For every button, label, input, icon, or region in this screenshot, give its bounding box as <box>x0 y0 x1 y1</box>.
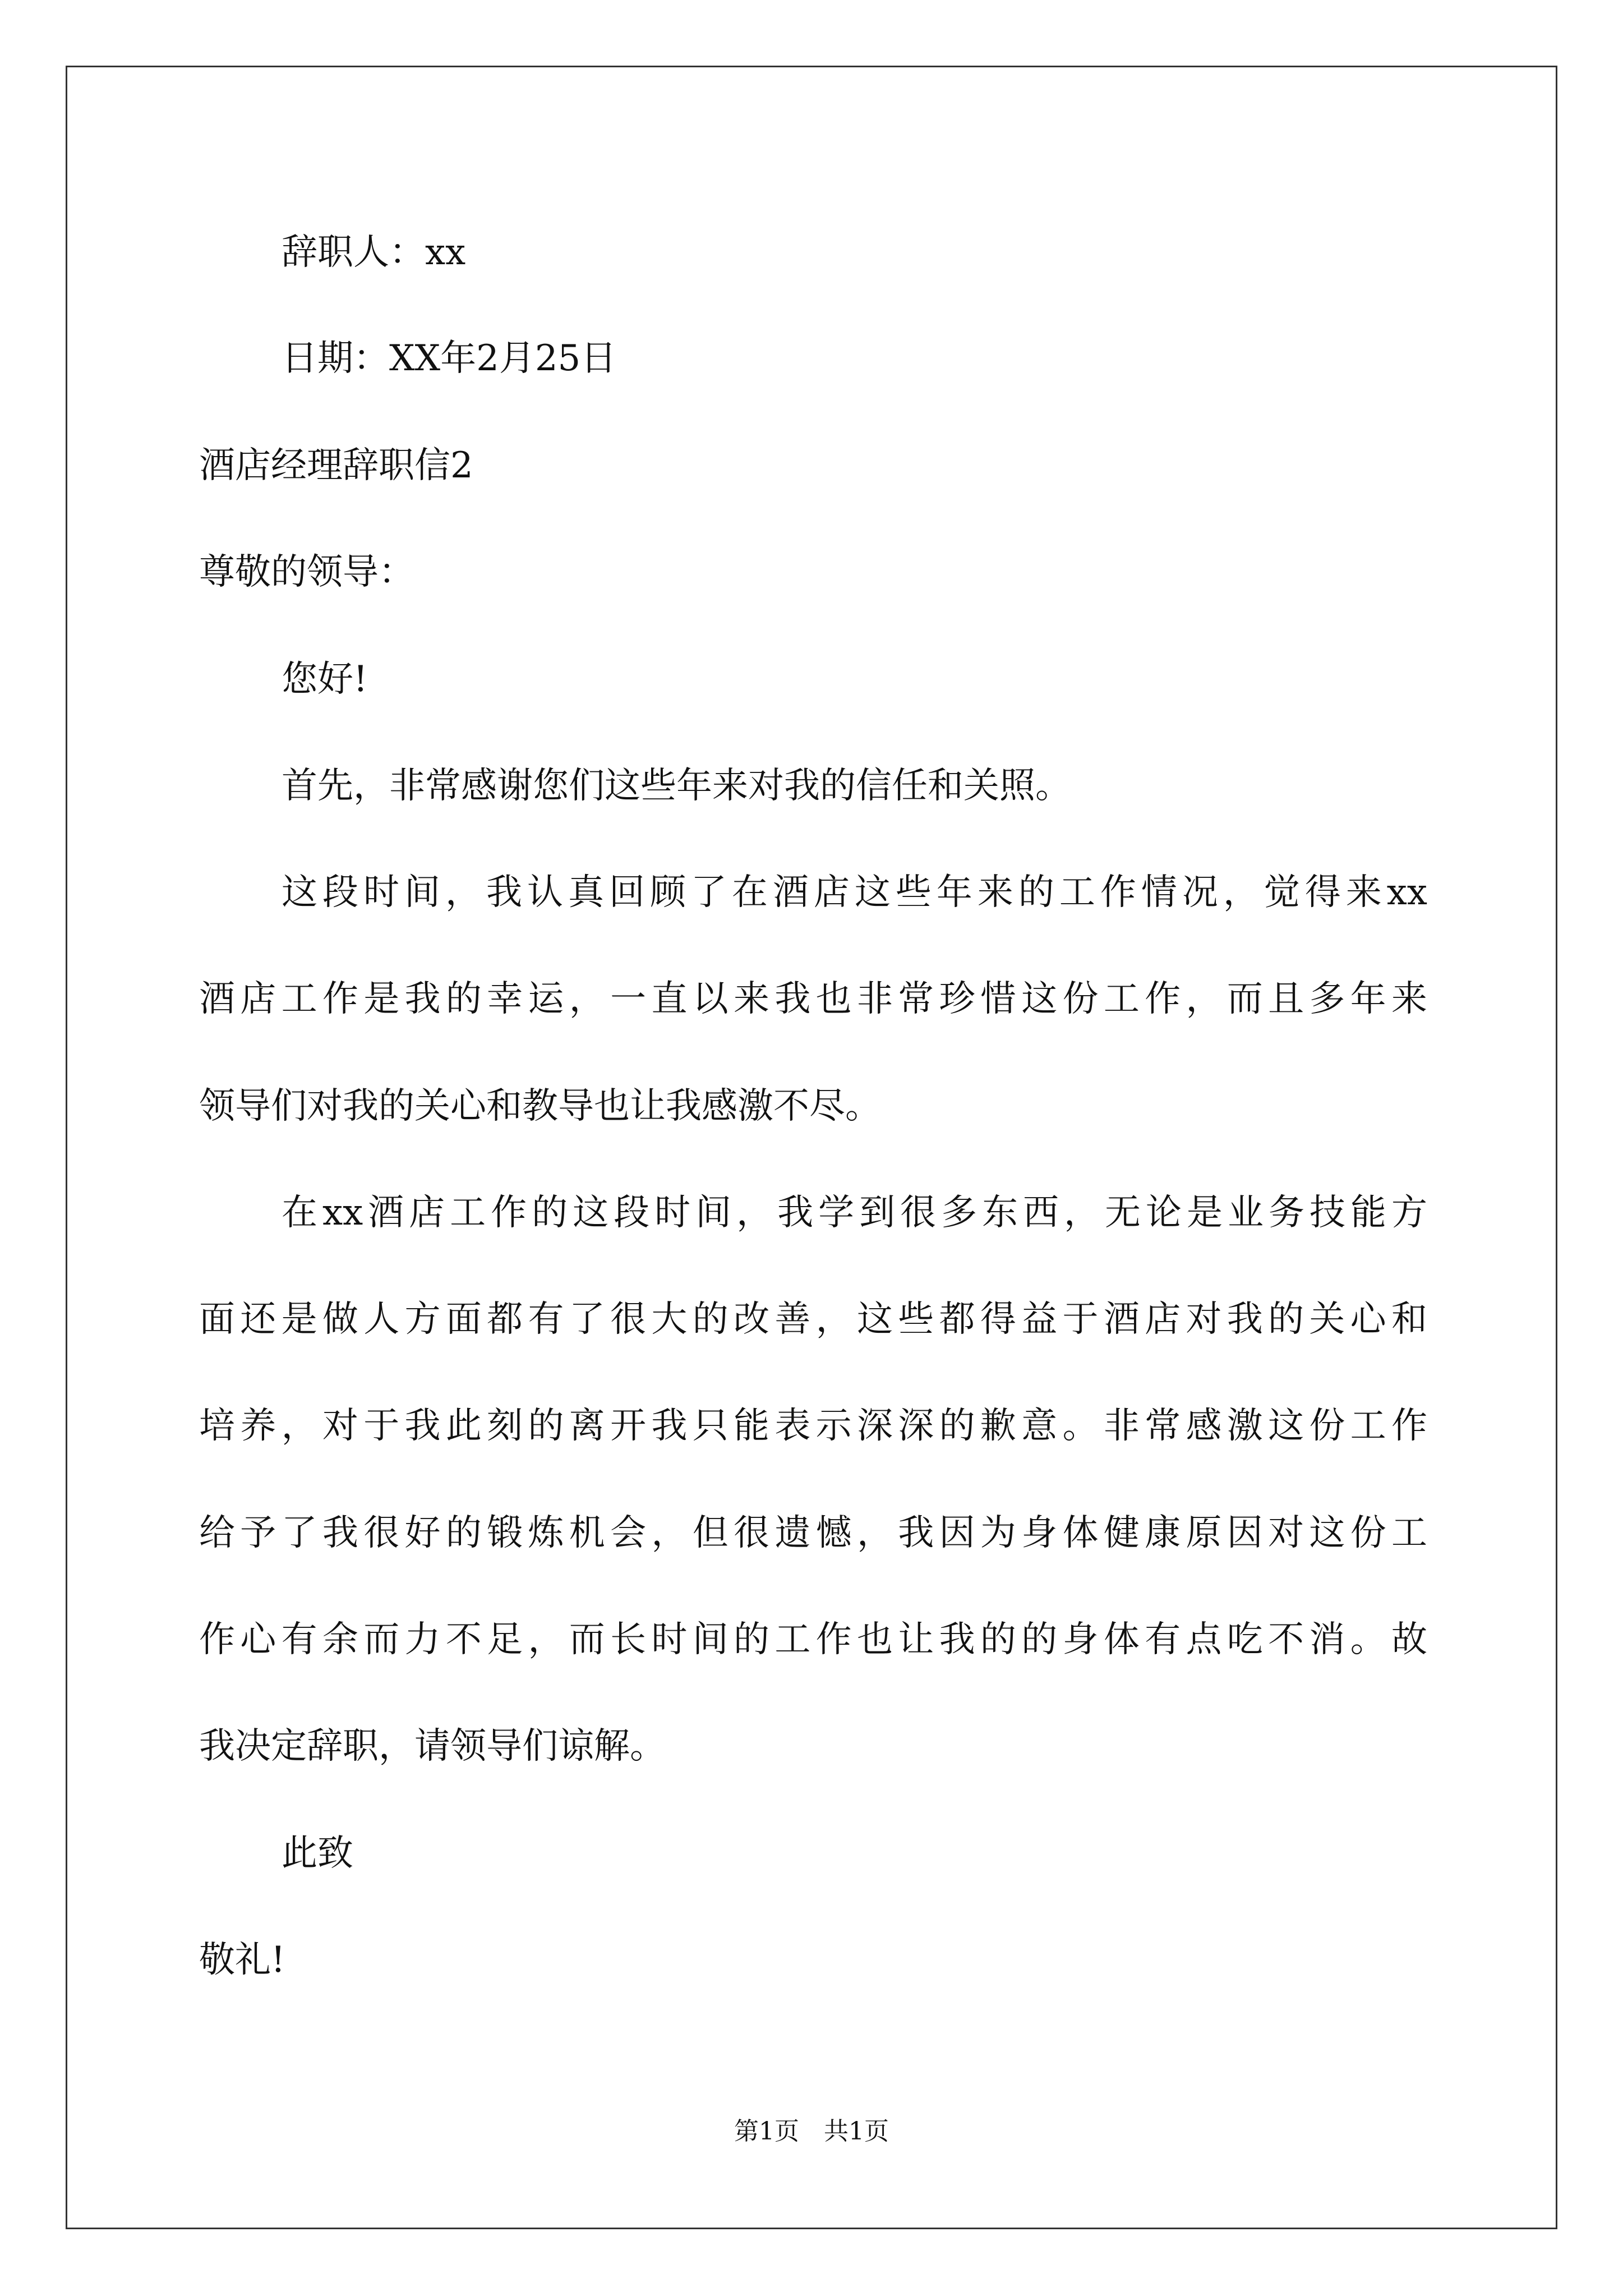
paragraph-3-line: 培养，对于我此刻的离开我只能表示深深的歉意。非常感激这份工作 <box>199 1405 1427 1447</box>
page-border <box>66 66 1557 2229</box>
greeting: 您好! <box>282 659 368 700</box>
page-footer: 第1页 共1页 <box>734 2117 889 2146</box>
resigner-line: 辞职人：xx <box>282 232 466 273</box>
paragraph-3-line: 在xx酒店工作的这段时间，我学到很多东西，无论是业务技能方 <box>282 1192 1427 1234</box>
letter-title: 酒店经理辞职信2 <box>199 445 473 486</box>
salutation: 尊敬的领导： <box>199 551 414 593</box>
paragraph-2-line: 这段时间，我认真回顾了在酒店这些年来的工作情况，觉得来xx <box>282 872 1427 913</box>
date-line: 日期：XX年2月25日 <box>282 338 617 379</box>
paragraph-2-line: 领导们对我的关心和教导也让我感激不尽。 <box>199 1085 881 1127</box>
closing-line-1: 此致 <box>282 1833 353 1874</box>
paragraph-1: 首先，非常感谢您们这些年来对我的信任和关照。 <box>282 765 1071 807</box>
paragraph-3-line: 作心有余而力不足，而长时间的工作也让我的的身体有点吃不消。故 <box>199 1619 1427 1660</box>
paragraph-3-line: 我决定辞职，请领导们谅解。 <box>199 1726 666 1767</box>
paragraph-3-line: 面还是做人方面都有了很大的改善，这些都得益于酒店对我的关心和 <box>199 1299 1427 1340</box>
paragraph-2-line: 酒店工作是我的幸运，一直以来我也非常珍惜这份工作，而且多年来 <box>199 978 1427 1020</box>
closing-line-2: 敬礼! <box>199 1939 285 1981</box>
paragraph-3-line: 给予了我很好的锻炼机会，但很遗憾，我因为身体健康原因对这份工 <box>199 1512 1427 1554</box>
